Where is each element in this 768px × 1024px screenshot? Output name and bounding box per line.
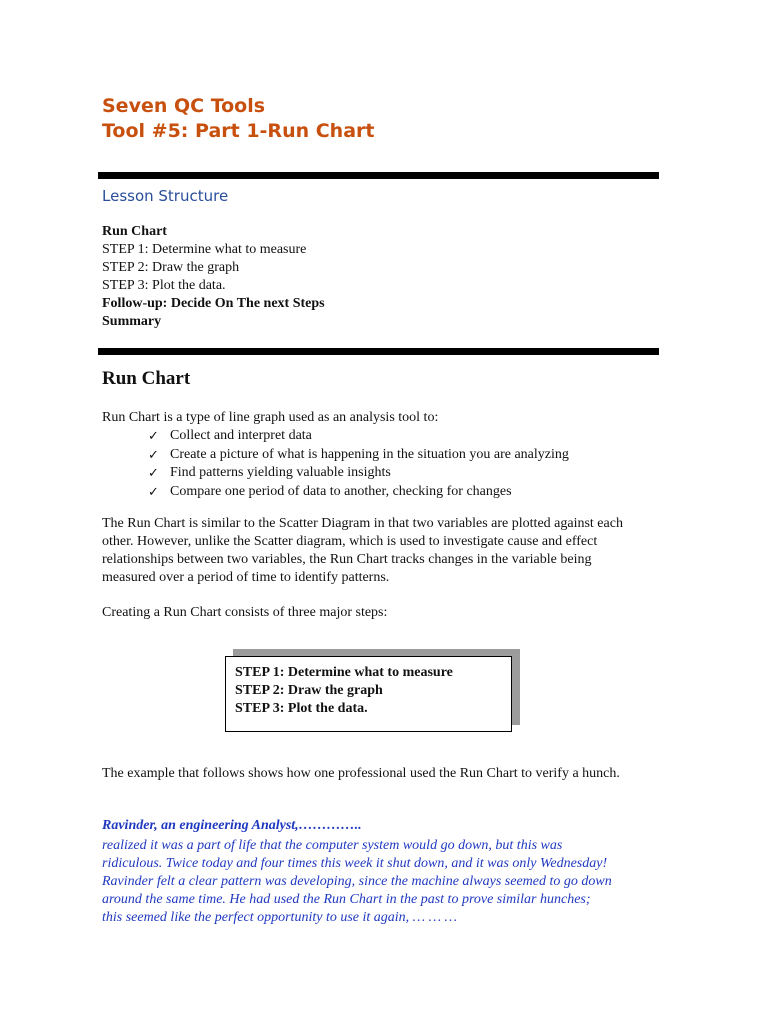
lesson-item-step-1: STEP 1: Determine what to measure	[102, 242, 307, 257]
steps-box-step-2: STEP 2: Draw the graph	[235, 683, 383, 698]
title-line-1: Seven QC Tools	[102, 95, 266, 117]
intro-paragraph: Run Chart is a type of line graph used as an analysis tool to:	[102, 410, 439, 425]
steps-box	[225, 656, 512, 732]
divider-rule-middle	[98, 348, 659, 355]
lesson-item-run-chart: Run Chart	[102, 224, 167, 239]
story-line: realized it was a part of life that the computer system would go down, but this was	[102, 838, 563, 853]
lesson-item-step-3: STEP 3: Plot the data.	[102, 278, 226, 293]
checkmark-icon: ✓	[148, 428, 159, 443]
comparison-paragraph: The Run Chart is similar to the Scatter Diagram in that two variables are plotted against each other. However, unlike the Scatter diagram, which is used to investigate cause and effect relationships between two variables, the Run Chart tracks changes in the variable being measured over a period of time to identify patterns.	[102, 516, 623, 585]
checklist-item	[148, 483, 569, 502]
checklist-item	[148, 446, 569, 465]
steps-box-step-3: STEP 3: Plot the data.	[235, 701, 368, 716]
story-line: ridiculous. Twice today and four times this week it shut down, and it was only Wednesday!	[102, 856, 608, 871]
example-intro-paragraph: The example that follows shows how one professional used the Run Chart to verify a hunch.	[102, 766, 620, 781]
story-line: this seemed like the perfect opportunity to use it again, … … …	[102, 910, 458, 925]
lesson-structure-list	[102, 223, 325, 331]
lesson-item-follow-up: Follow-up: Decide On The next Steps	[102, 296, 325, 311]
steps-intro-paragraph: Creating a Run Chart consists of three major steps:	[102, 605, 388, 620]
story-line: Ravinder felt a clear pattern was developing, since the machine always seemed to go down	[102, 874, 612, 889]
checklist-item	[148, 464, 569, 483]
checklist-item-text: Create a picture of what is happening in the situation you are analyzing	[170, 446, 569, 462]
story-line: around the same time. He had used the Run Chart in the past to prove similar hunches;	[102, 892, 591, 907]
section-heading-run-chart: Run Chart	[102, 368, 191, 389]
checklist-item	[148, 427, 569, 446]
checklist-item-text: Find patterns yielding valuable insights	[170, 465, 391, 480]
steps-box-step-1: STEP 1: Determine what to measure	[235, 665, 453, 680]
lesson-item-step-2: STEP 2: Draw the graph	[102, 260, 240, 275]
checklist-item-text: Collect and interpret data	[170, 428, 312, 443]
document-title	[102, 94, 374, 144]
story-paragraph	[102, 837, 662, 927]
divider-rule-top	[98, 172, 659, 179]
checklist-item-text: Compare one period of data to another, checking for changes	[170, 483, 512, 499]
checkmark-icon: ✓	[148, 465, 159, 480]
lesson-structure-heading: Lesson Structure	[102, 187, 229, 205]
purpose-checklist	[148, 427, 569, 501]
lesson-item-summary: Summary	[102, 314, 162, 329]
title-line-2: Tool #5: Part 1-Run Chart	[102, 120, 375, 142]
checkmark-icon: ✓	[148, 483, 159, 499]
story-lead: Ravinder, an engineering Analyst,…………..	[102, 818, 362, 833]
checkmark-icon: ✓	[148, 446, 159, 462]
